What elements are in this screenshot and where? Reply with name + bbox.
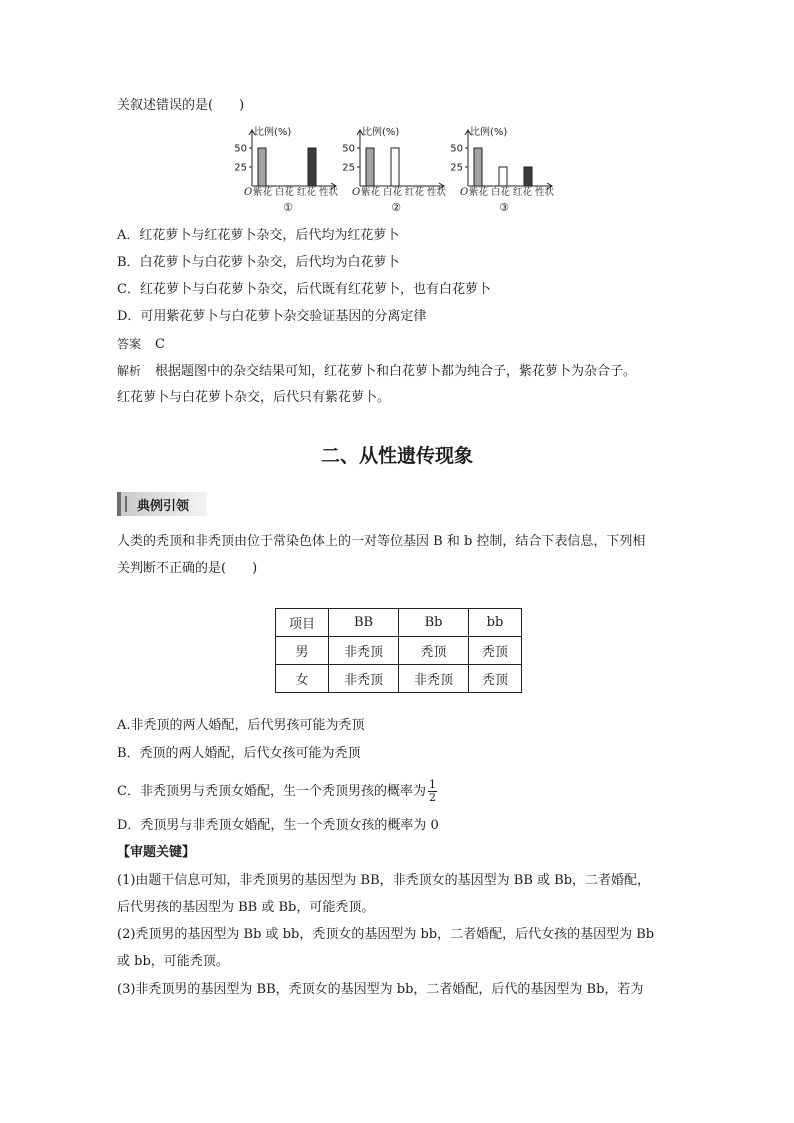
table-row	[276, 665, 522, 693]
option2-a: A.非秃顶的两人婚配，后代男孩可能为秃顶	[117, 718, 365, 733]
tick-label: 25	[342, 162, 355, 174]
table-cell: 秃顶	[399, 637, 469, 665]
answer-label: 答案	[117, 337, 142, 351]
y-axis-label: 比例(%)	[470, 127, 508, 138]
x-axis-label: 紫花 白花 红花 性状	[253, 187, 339, 198]
fraction	[428, 779, 437, 804]
table-cell: 秃顶	[469, 665, 522, 693]
bar	[258, 148, 266, 186]
y-axis-label: 比例(%)	[254, 127, 292, 138]
option-a: A．红花萝卜与红花萝卜杂交，后代均为红花萝卜	[117, 228, 400, 243]
answer-line	[117, 334, 165, 355]
key1-line-1: (1)由题干信息可知，非秃顶男的基因型为 BB，非秃顶女的基因型为 BB 或 Bb，二者婚配，	[117, 873, 651, 888]
tag-marker	[125, 496, 127, 512]
origin-label: O	[460, 187, 469, 198]
key-title: 【审题关键】	[117, 845, 196, 860]
table-header-row	[276, 609, 522, 637]
bar	[308, 148, 316, 186]
table-header-cell: bb	[469, 609, 522, 637]
x-axis-label: 紫花 白花 红花 性状	[361, 187, 447, 198]
tick-label: 50	[234, 143, 247, 155]
bar	[474, 148, 482, 186]
analysis-text-1: 根据题图中的杂交结果可知，红花萝卜和白花萝卜都为纯合子，紫花萝卜为杂合子。	[155, 364, 637, 379]
chart-number: ②	[391, 201, 401, 214]
x-axis-label: 紫花 白花 红花 性状	[469, 187, 555, 198]
option-c: C．红花萝卜与白花萝卜杂交，后代既有红花萝卜，也有白花萝卜	[117, 282, 491, 297]
table-cell: 秃顶	[469, 637, 522, 665]
bar-charts	[232, 124, 572, 218]
bar	[524, 167, 532, 186]
tick-label: 25	[234, 162, 247, 174]
table-cell: 男	[276, 637, 329, 665]
table-row	[276, 637, 522, 665]
section-title: 二、从性遗传现象	[320, 445, 473, 467]
tick-label: 50	[342, 143, 355, 155]
origin-label: O	[244, 187, 253, 198]
bar	[366, 148, 374, 186]
answer-value: C	[155, 337, 165, 352]
table-cell: 女	[276, 665, 329, 693]
key3-line-1: (3)非秃顶男的基因型为 BB，秃顶女的基因型为 bb，二者婚配，后代的基因型为 Bb，若为	[117, 982, 644, 997]
table-header-cell: 项目	[276, 609, 329, 637]
question-stem-line-1: 人类的秃顶和非秃顶由位于常染色体上的一对等位基因 B 和 b 控制，结合下表信息，下列相	[117, 534, 646, 549]
table-cell: 非秃顶	[399, 665, 469, 693]
example-tag	[117, 492, 207, 516]
table-header-cell: BB	[329, 609, 399, 637]
y-axis-label: 比例(%)	[362, 127, 400, 138]
tick-label: 25	[450, 162, 463, 174]
table-header-cell: Bb	[399, 609, 469, 637]
option2-b: B．秃顶的两人婚配，后代女孩可能为秃顶	[117, 746, 361, 761]
analysis-line-1	[117, 361, 636, 382]
tick-label: 50	[450, 143, 463, 155]
example-tag-label: 典例引领	[137, 499, 190, 514]
option2-d: D．秃顶男与非秃顶女婚配，生一个秃顶女孩的概率为 0	[117, 818, 439, 833]
genotype-table	[275, 608, 522, 693]
key1-line-2: 后代男孩的基因型为 BB 或 Bb，可能秃顶。	[117, 900, 375, 915]
fraction-numerator: 1	[428, 778, 436, 791]
chart-number: ①	[283, 201, 293, 214]
bar	[391, 148, 399, 186]
origin-label: O	[352, 187, 361, 198]
question-intro: 关叙述错误的是( )	[117, 98, 245, 113]
chart-number: ③	[499, 201, 509, 214]
fraction-denominator: 2	[428, 791, 436, 804]
option-d: D．可用紫花萝卜与白花萝卜杂交验证基因的分离定律	[117, 309, 427, 324]
analysis-line-2: 红花萝卜与白花萝卜杂交，后代只有紫花萝卜。	[117, 390, 391, 405]
option2-c	[117, 779, 437, 804]
option-b: B．白花萝卜与白花萝卜杂交，后代均为白花萝卜	[117, 255, 400, 270]
question-stem-line-2: 关判断不正确的是( )	[117, 561, 258, 576]
table-cell: 非秃顶	[329, 665, 399, 693]
key2-line-1: (2)秃顶男的基因型为 Bb 或 bb，秃顶女的基因型为 bb，二者婚配，后代女孩的基因型为 Bb	[117, 927, 655, 942]
bar	[499, 167, 507, 186]
key2-line-2: 或 bb，可能秃顶。	[117, 954, 229, 969]
table-cell: 非秃顶	[329, 637, 399, 665]
analysis-label: 解析	[117, 364, 142, 378]
option2-c-text: C．非秃顶男与秃顶女婚配，生一个秃顶男孩的概率为	[117, 784, 426, 799]
